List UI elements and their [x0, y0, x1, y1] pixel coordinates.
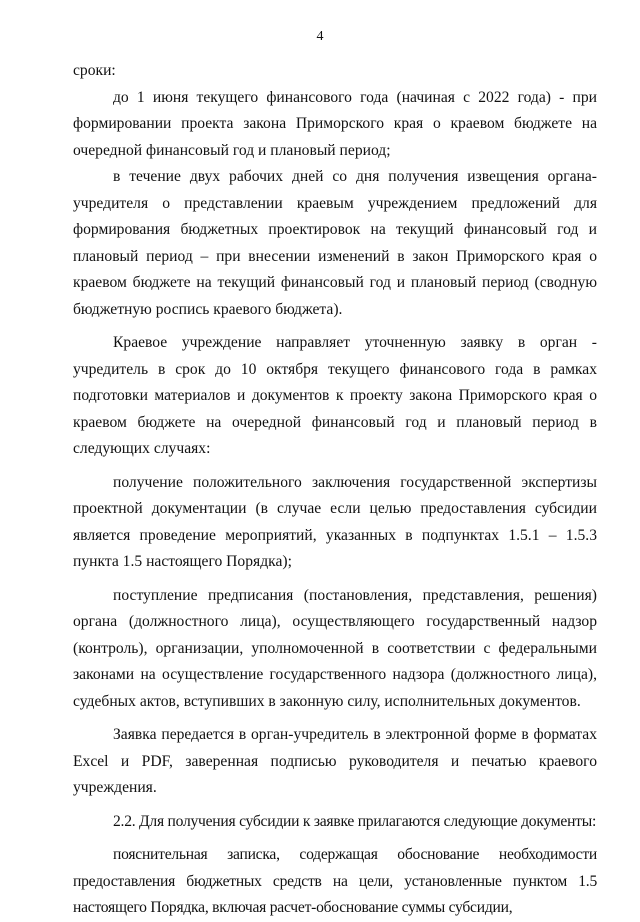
paragraph-updated-request: Краевое учреждение направляет уточненную заявку в орган - учредитель в срок до 10 октября текущего финансового года в рамках подготовки материалов и документов к проекту закона Приморского края о краевом бюджете на очередной финансовый год и плановый период в следующих случаях:	[73, 334, 597, 457]
paragraph-request-format: Заявка передается в орган-учредитель в электронной форме в форматах Excel и PDF, заверенная подписью руководителя и печатью краевого учреждения.	[73, 726, 597, 796]
paragraph-explanatory-note: пояснительная записка, содержащая обоснование необходимости предоставления бюджетных средств на цели, установленные пунктом 1.5 настоящего Порядка, включая расчет-обоснование суммы субсидии,	[73, 846, 597, 916]
paragraph-prescription-receipt: поступление предписания (постановления, представления, решения) органа (должностного лица), осуществляющего государственный надзор (контроль), организации, уполномоченной в соответствии с федеральными законами на осуществление государственного надзора (должностного лица), судебных актов, вступивших в законную силу, исполнительных документов.	[73, 586, 597, 710]
paragraph-terms-heading: сроки:	[73, 62, 116, 79]
paragraph-section-2-2: 2.2. Для получения субсидии к заявке прилагаются следующие документы:	[113, 812, 597, 830]
document-body	[73, 58, 597, 922]
page-number: 4	[316, 29, 324, 44]
paragraph-expertise-conclusion: получение положительного заключения государственной экспертизы проектной документации (в случае если целью предоставления субсидии является проведение мероприятий, указанных в подпунктах 1.5.1 – 1.5.3 пункта 1.5 настоящего Порядка);	[73, 473, 597, 570]
paragraph-deadline-two-days: в течение двух рабочих дней со дня получения извещения органа-учредителя о представлении краевым учреждением предложений для формирования бюджетных проектировок на текущий финансовый год и плановый период – при внесении изменений в закон Приморского края о краевом бюджете на текущий финансовый год и плановый период (сводную бюджетную роспись краевого бюджета).	[73, 168, 597, 318]
paragraph-deadline-june: до 1 июня текущего финансового года (начиная с 2022 года) - при формировании проекта закона Приморского края о краевом бюджете на очередной финансовый год и плановый период;	[73, 88, 597, 159]
